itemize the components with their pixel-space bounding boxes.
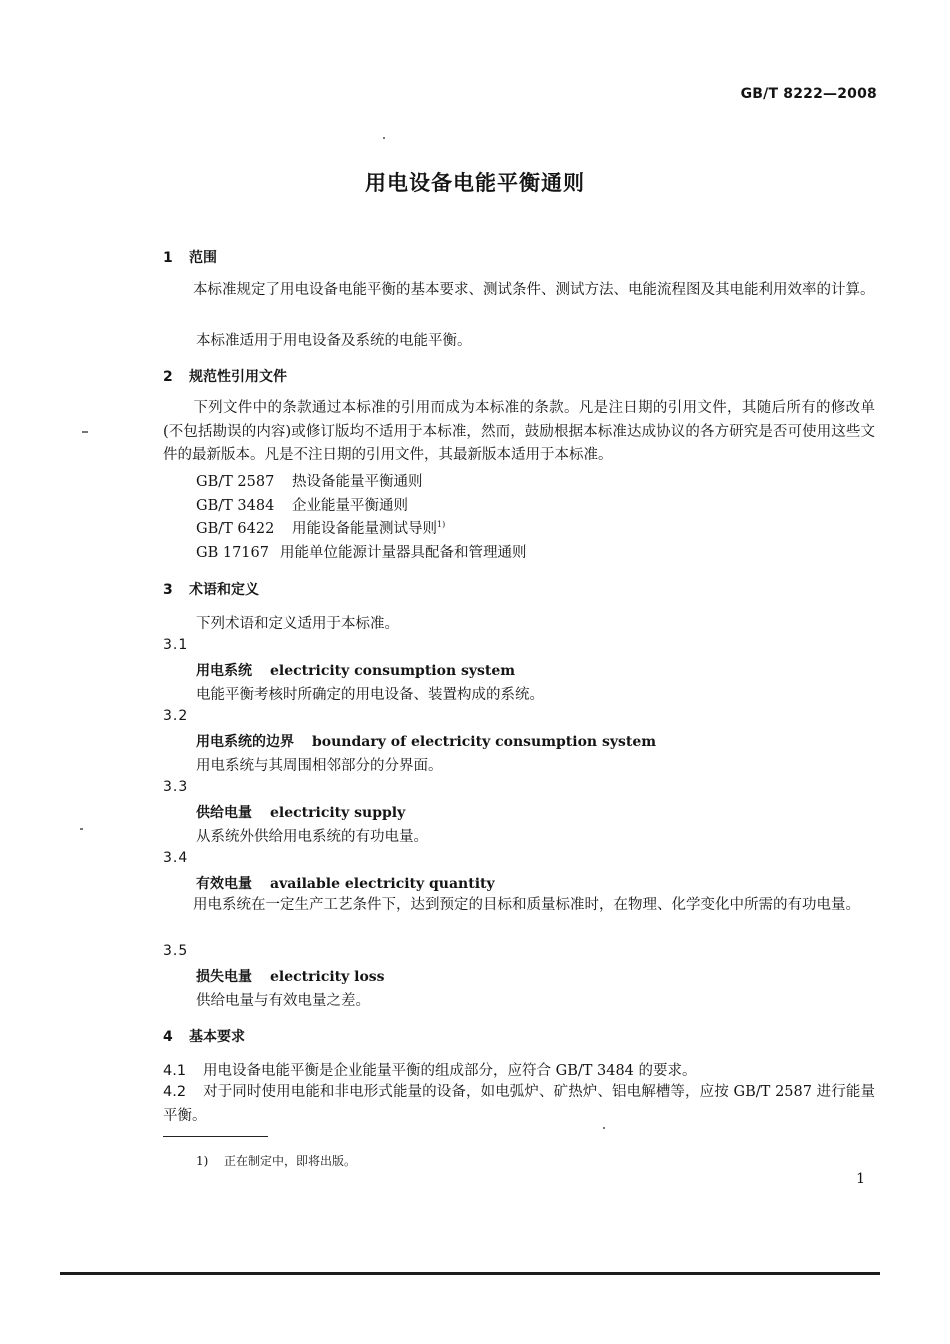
reference-title: 热设备能量平衡通则: [292, 474, 423, 490]
term-zh: 用电系统: [196, 663, 252, 679]
reference-title: 企业能量平衡通则: [292, 498, 408, 514]
section-title: 基本要求: [189, 1029, 245, 1045]
term-entry: [196, 966, 385, 986]
document-title: 用电设备电能平衡通则: [365, 171, 585, 195]
term-zh: 供给电量: [196, 805, 252, 821]
scope-paragraph-1: [163, 279, 875, 303]
section-heading-2: [163, 366, 287, 386]
term-number: 3.4: [163, 850, 189, 866]
term-en: electricity supply: [270, 805, 406, 821]
term-number: 3.2: [163, 708, 189, 724]
requirement-text: 用电设备电能平衡是企业能量平衡的组成部分，应符合 GB/T 3484 的要求。: [203, 1063, 697, 1079]
term-entry: [196, 731, 656, 751]
section-number: 4: [163, 1029, 173, 1045]
terms-intro: 下列术语和定义适用于本标准。: [196, 616, 399, 632]
requirement-number: 4.1: [163, 1063, 187, 1079]
reference-title: 用能设备能量测试导则: [292, 521, 437, 537]
requirement-4-2: [163, 1081, 875, 1128]
requirement-text: 对于同时使用电能和非电形式能量的设备，如电弧炉、矿热炉、铝电解槽等，应按 GB/T 2587 进行能量平衡。: [163, 1084, 875, 1124]
section-heading-4: [163, 1026, 245, 1046]
term-entry: [196, 660, 515, 680]
footnote-marker: 1): [196, 1154, 209, 1168]
footnote-separator: [163, 1136, 268, 1137]
term-zh: 有效电量: [196, 876, 252, 892]
page-number: 1: [856, 1171, 865, 1187]
term-en: available electricity quantity: [270, 876, 495, 892]
footnote: [196, 1152, 356, 1169]
term-definition: 从系统外供给用电系统的有功电量。: [196, 829, 428, 845]
term-number: 3.1: [163, 637, 189, 653]
term-number: 3.5: [163, 943, 189, 959]
paragraph-text: 本标准规定了用电设备电能平衡的基本要求、测试条件、测试方法、电能流程图及其电能利用效率的计算。: [193, 282, 875, 298]
reference-item: [196, 470, 423, 491]
term-zh: 用电系统的边界: [196, 734, 294, 750]
term-en: boundary of electricity consumption system: [312, 734, 657, 750]
section-title: 范围: [189, 250, 217, 266]
reference-title: 用能单位能源计量器具配备和管理通则: [280, 545, 527, 561]
term-definition: 用电系统与其周围相邻部分的分界面。: [196, 758, 443, 774]
section-title: 术语和定义: [189, 582, 259, 598]
term-en: electricity loss: [270, 969, 385, 985]
reference-item: [196, 541, 527, 562]
reference-item: [196, 517, 445, 538]
scan-speck: [82, 431, 88, 433]
section-number: 1: [163, 250, 173, 266]
term-entry: [196, 802, 405, 822]
normative-intro: [163, 397, 875, 468]
requirement-4-1: [163, 1059, 697, 1080]
scan-speck: [80, 828, 83, 830]
reference-code: GB/T 3484: [196, 498, 275, 514]
footnote-text: 正在制定中，即将出版。: [224, 1154, 357, 1168]
section-number: 3: [163, 582, 173, 598]
requirement-number: 4.2: [163, 1084, 187, 1100]
reference-code: GB/T 2587: [196, 474, 275, 490]
scan-speck: [383, 137, 385, 139]
reference-code: GB 17167: [196, 545, 269, 561]
standard-number: GB/T 8222—2008: [740, 86, 877, 102]
bottom-rule: [60, 1272, 880, 1275]
section-number: 2: [163, 369, 173, 385]
scan-speck: [603, 1127, 605, 1129]
section-heading-3: [163, 579, 259, 599]
paragraph-text: 下列文件中的条款通过本标准的引用而成为本标准的条款。凡是注日期的引用文件，其随后所有的修改单(不包括勘误的内容)或修订版均不适用于本标准，然而，鼓励根据本标准达成协议的各方研究是否可使用这些文件的最新版本。凡是不注日期的引用文件，其最新版本适用于本标准。: [163, 400, 875, 463]
reference-item: [196, 494, 408, 515]
section-title: 规范性引用文件: [189, 369, 287, 385]
term-definition: 电能平衡考核时所确定的用电设备、装置构成的系统。: [196, 687, 544, 703]
term-definition: 供给电量与有效电量之差。: [196, 993, 370, 1009]
scope-paragraph-2: 本标准适用于用电设备及系统的电能平衡。: [196, 333, 472, 349]
term-definition: [163, 894, 875, 918]
term-entry: [196, 873, 495, 893]
reference-code: GB/T 6422: [196, 521, 275, 537]
footnote-marker: 1): [437, 520, 446, 530]
term-en: electricity consumption system: [270, 663, 516, 679]
section-heading-1: [163, 247, 217, 267]
term-number: 3.3: [163, 779, 189, 795]
term-zh: 损失电量: [196, 969, 252, 985]
paragraph-text: 用电系统在一定生产工艺条件下，达到预定的目标和质量标准时，在物理、化学变化中所需的有功电量。: [193, 897, 860, 913]
